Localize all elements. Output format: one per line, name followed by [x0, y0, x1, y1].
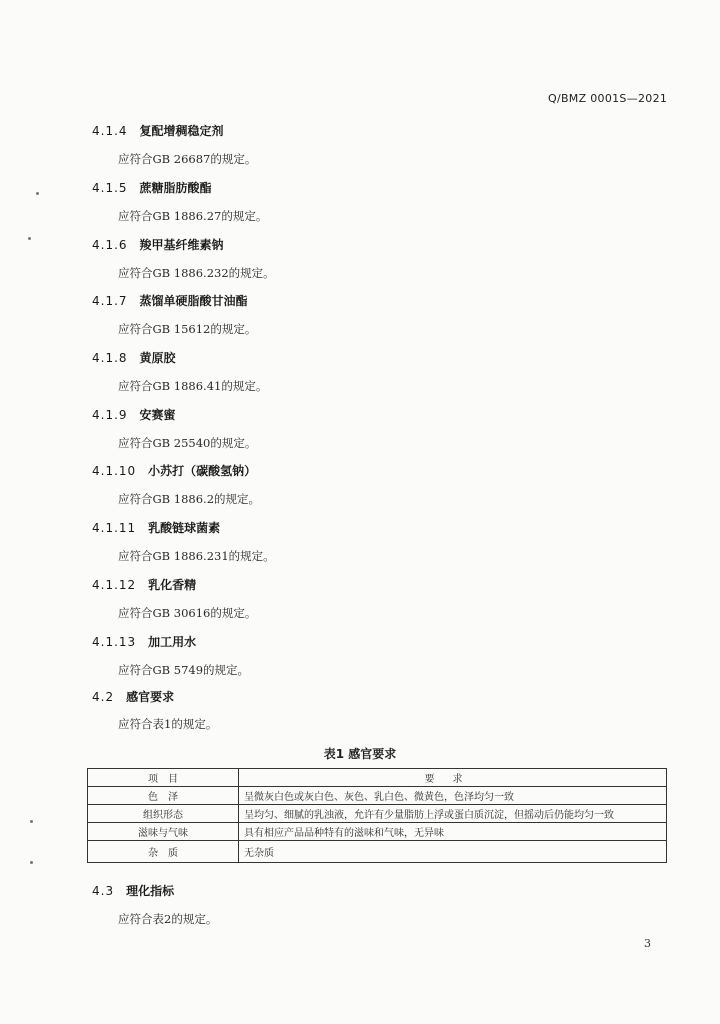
table-header-cell: 要求 [239, 769, 667, 787]
section-heading-4-2 [92, 688, 174, 705]
section-title: 黄原胶 [139, 351, 176, 365]
table-cell-requirement: 无杂质 [239, 841, 667, 863]
section-heading-4-1-11 [92, 519, 220, 536]
section-text: 应符合GB 1886.232的规定。 [118, 266, 275, 280]
section-title: 蔗糖脂肪酸酯 [139, 181, 212, 195]
section-heading-4-1-7 [92, 292, 248, 309]
scan-speck [28, 237, 31, 240]
section-heading-4-1-6 [92, 236, 224, 253]
page-number: 3 [644, 937, 651, 950]
table-row [88, 787, 667, 805]
table-caption: 表1 感官要求 [323, 747, 397, 761]
document-code: Q/BMZ 0001S—2021 [548, 92, 668, 105]
table-cell-item: 滋味与气味 [88, 823, 239, 841]
section-heading-4-1-5 [92, 179, 212, 196]
section-title: 理化指标 [126, 884, 175, 898]
table-row [88, 841, 667, 863]
section-heading-4-1-13 [92, 633, 196, 650]
section-number: 4.2 [92, 690, 115, 704]
section-text: 应符合表1的规定。 [118, 717, 218, 731]
table-header-cell: 项 目 [88, 769, 239, 787]
section-title: 安赛蜜 [139, 408, 176, 422]
section-number: 4.1.12 [92, 578, 137, 592]
section-number: 4.1.7 [92, 294, 128, 308]
section-number: 4.1.9 [92, 408, 128, 422]
section-number: 4.1.10 [92, 464, 137, 478]
section-heading-4-1-12 [92, 576, 196, 593]
section-text: 应符合GB 15612的规定。 [118, 322, 257, 336]
section-heading-4-1-8 [92, 349, 176, 366]
section-number: 4.3 [92, 884, 115, 898]
table-cell-item: 色 泽 [88, 787, 239, 805]
section-text: 应符合GB 25540的规定。 [118, 436, 257, 450]
section-heading-4-3 [92, 882, 174, 899]
section-title: 复配增稠稳定剂 [139, 124, 224, 138]
section-text: 应符合GB 5749的规定。 [118, 663, 250, 677]
table-header-row [88, 769, 667, 787]
table-cell-requirement: 呈均匀、细腻的乳浊液，允许有少量脂肪上浮或蛋白质沉淀，但摇动后仍能均匀一致 [239, 805, 667, 823]
section-title: 乳酸链球菌素 [148, 521, 221, 535]
table-row [88, 823, 667, 841]
section-number: 4.1.13 [92, 635, 137, 649]
table-cell-item: 组织形态 [88, 805, 239, 823]
sensory-requirements-table [87, 768, 667, 863]
section-number: 4.1.5 [92, 181, 128, 195]
section-number: 4.1.6 [92, 238, 128, 252]
section-heading-4-1-10 [92, 462, 256, 479]
section-text: 应符合GB 1886.27的规定。 [118, 209, 268, 223]
section-text: 应符合GB 30616的规定。 [118, 606, 257, 620]
table-cell-requirement: 呈微灰白色或灰白色、灰色、乳白色、微黄色，色泽均匀一致 [239, 787, 667, 805]
section-title: 乳化香精 [148, 578, 197, 592]
scan-speck [30, 861, 33, 864]
section-title: 蒸馏单硬脂酸甘油酯 [139, 294, 248, 308]
table-cell-item: 杂 质 [88, 841, 239, 863]
section-text: 应符合表2的规定。 [118, 912, 218, 926]
section-title: 加工用水 [148, 635, 197, 649]
section-text: 应符合GB 1886.231的规定。 [118, 549, 275, 563]
scan-speck [36, 192, 39, 195]
section-number: 4.1.4 [92, 124, 128, 138]
scan-speck [30, 820, 33, 823]
table-cell-requirement: 具有相应产品品种特有的滋味和气味，无异味 [239, 823, 667, 841]
section-heading-4-1-4 [92, 122, 224, 139]
section-heading-4-1-9 [92, 406, 176, 423]
section-title: 羧甲基纤维素钠 [139, 238, 224, 252]
section-number: 4.1.11 [92, 521, 137, 535]
section-text: 应符合GB 26687的规定。 [118, 152, 257, 166]
table-row [88, 805, 667, 823]
section-title: 小苏打（碳酸氢钠） [148, 464, 257, 478]
section-text: 应符合GB 1886.41的规定。 [118, 379, 268, 393]
section-number: 4.1.8 [92, 351, 128, 365]
section-title: 感官要求 [126, 690, 175, 704]
section-text: 应符合GB 1886.2的规定。 [118, 492, 261, 506]
